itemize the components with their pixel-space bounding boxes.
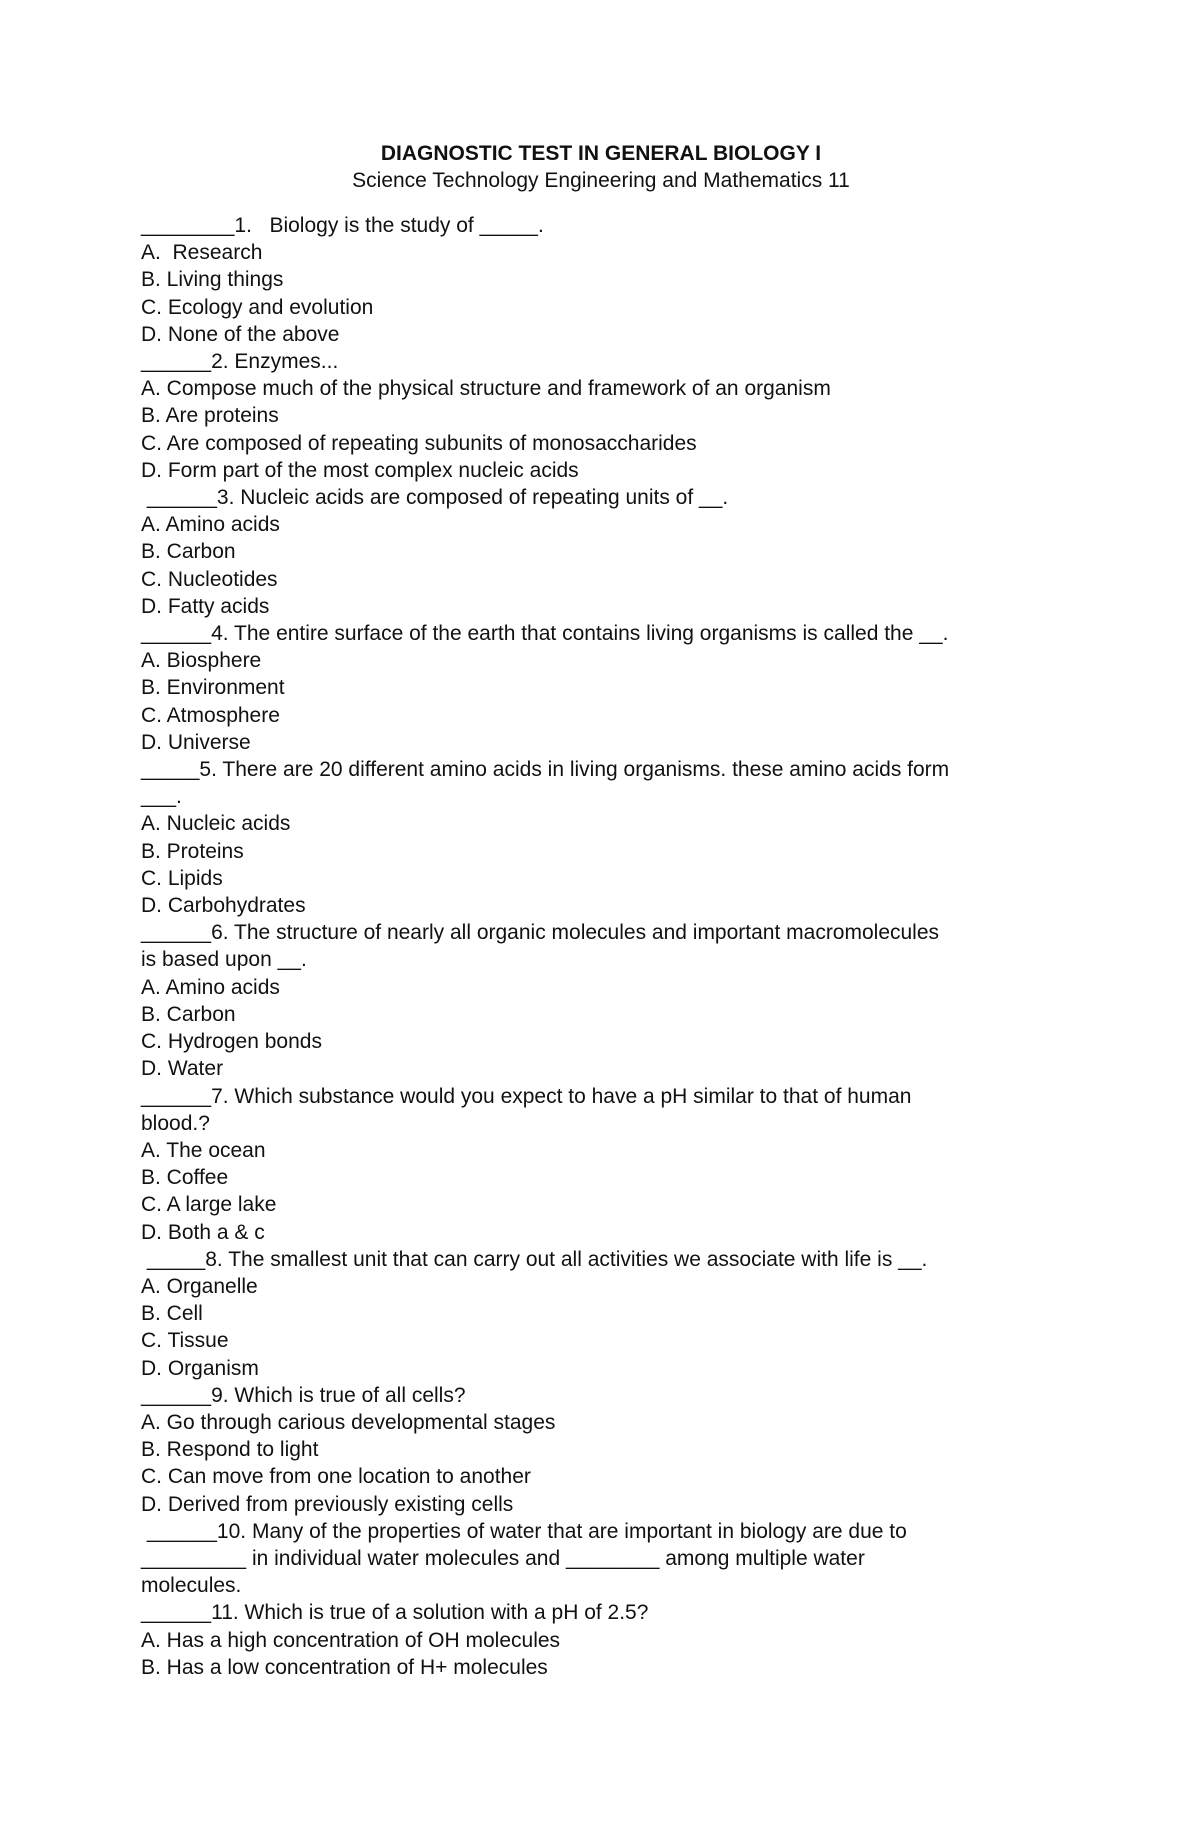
document-line: B. Carbon [141,540,236,564]
document-line: blood.? [141,1111,210,1135]
document-line: B. Environment [141,676,285,700]
document-line: molecules. [141,1574,242,1598]
document-line: D. Form part of the most complex nucleic acids [141,458,579,482]
document-line: B. Coffee [141,1166,229,1190]
document-line: ______2. Enzymes... [141,350,339,374]
document-line: D. Carbohydrates [141,894,306,918]
document-line: C. Nucleotides [141,567,278,591]
document-line: B. Living things [141,268,284,292]
document-line: ___. [141,785,182,809]
document-line: A. Biosphere [141,649,262,673]
document-line: D. Derived from previously existing cells [141,1492,514,1516]
document-line: C. A large lake [141,1193,277,1217]
document-line: C. Tissue [141,1329,229,1353]
document-line: D. Water [141,1057,224,1081]
document-line: B. Carbon [141,1002,236,1026]
document-line: ________1. Biology is the study of _____. [141,214,544,237]
document-line: _____5. There are 20 different amino acids in living organisms. these amino acids form [141,758,950,782]
question-list [141,212,1061,1681]
document-line: C. Hydrogen bonds [141,1030,322,1054]
document-line: A. Go through carious developmental stages [141,1410,556,1434]
document-line: _____8. The smallest unit that can carry out all activities we associate with life is __. [141,1247,928,1271]
document-line: A. Amino acids [141,975,280,999]
document-line: A. Organelle [141,1274,258,1298]
document-page [141,140,1061,1681]
document-line: ______7. Which substance would you expect to have a pH similar to that of human [141,1084,912,1108]
document-line: A. Has a high concentration of OH molecules [141,1628,561,1652]
document-line: B. Are proteins [141,404,279,428]
document-line: D. None of the above [141,322,340,346]
document-line: C. Ecology and evolution [141,295,374,319]
document-subtitle: Science Technology Engineering and Mathematics 11 [352,169,850,192]
document-line: B. Has a low concentration of H+ molecules [141,1655,548,1679]
document-line: ______9. Which is true of all cells? [141,1383,466,1407]
document-line: C. Can move from one location to another [141,1465,531,1489]
document-line: A. The ocean [141,1138,266,1162]
document-line: ______10. Many of the properties of water that are important in biology are due to [141,1519,907,1543]
document-line: C. Are composed of repeating subunits of monosaccharides [141,431,697,455]
document-line: C. Atmosphere [141,703,280,727]
document-line: A. Research [141,241,263,265]
document-line: A. Amino acids [141,513,280,537]
document-line: D. Organism [141,1356,259,1380]
document-line: B. Respond to light [141,1438,319,1462]
document-line: ______4. The entire surface of the earth that contains living organisms is called the __. [141,622,949,646]
document-line: ______11. Which is true of a solution with a pH of 2.5? [141,1601,649,1625]
document-line: D. Universe [141,730,251,754]
document-line: D. Both a & c [141,1220,265,1244]
document-line: ______3. Nucleic acids are composed of repeating units of __. [141,486,729,510]
document-line: _________ in individual water molecules and ________ among multiple water [141,1546,865,1570]
document-line: is based upon __. [141,948,307,972]
document-line: ______6. The structure of nearly all organic molecules and important macromolecules [141,921,940,945]
document-line: B. Proteins [141,839,244,863]
document-line: B. Cell [141,1302,203,1326]
document-title: DIAGNOSTIC TEST IN GENERAL BIOLOGY I [380,142,822,165]
document-line: D. Fatty acids [141,594,270,618]
document-line: A. Compose much of the physical structure and framework of an organism [141,377,831,401]
document-line: A. Nucleic acids [141,812,291,836]
document-line: C. Lipids [141,866,223,890]
